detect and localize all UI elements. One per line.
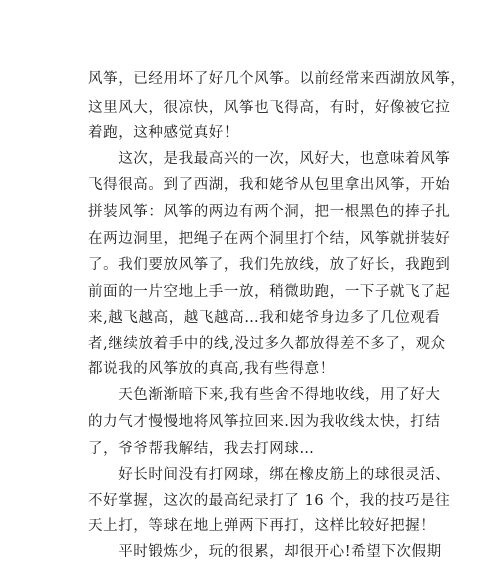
text-line-14: 的力气才慢慢地将风筝拉回来.因为我收线太快，打结 — [88, 414, 441, 430]
text-line-16: 好长时间没有打网球，绑在橡皮筋上的球很灵活、 — [88, 467, 451, 483]
text-line-10: 来,越飞越高，越飞越高…我和姥爷身边多了几位观看 — [88, 310, 441, 326]
text-line-2: 这里风大，很凉快，风筝也飞得高，有时，好像被它拉 — [88, 100, 451, 116]
text-line-19: 平时锻炼少，玩的很累，却很开心!希望下次假期 — [88, 544, 442, 560]
text-line-3: 着跑，这种感觉真好！ — [88, 125, 239, 141]
text-line-9: 前面的一片空地上手一放，稍微助跑，一下子就飞了起 — [88, 284, 451, 300]
text-line-13: 天色渐渐暗下来,我有些舍不得地收线，用了好大 — [88, 387, 441, 403]
text-line-6: 拼装风筝：风筝的两边有两个洞，把一根黑色的捧子扎 — [88, 204, 451, 220]
text-line-11: 者,继续放着手中的线,没过多久都放得差不多了，观众 — [88, 336, 446, 352]
text-line-12: 都说我的风筝放的真高,我有些得意！ — [88, 361, 335, 377]
text-line-5: 飞得很高。到了西湖，我和姥爷从包里拿出风筝，开始 — [88, 177, 451, 193]
text-line-1: 风筝，已经用坏了好几个风筝。以前经常来西湖放风筝， — [88, 71, 466, 87]
text-line-4: 这次，是我最高兴的一次，风好大，也意味着风筝 — [88, 151, 451, 167]
text-line-15: 了，爷爷帮我解结，我去打网球… — [88, 441, 315, 457]
text-line-7: 在两边洞里，把绳子在两个洞里打个结，风筝就拼装好 — [88, 231, 451, 247]
text-line-17: 不好掌握，这次的最高纪录打了 16 个，我的技巧是往 — [88, 493, 451, 509]
text-line-8: 了。我们要放风筝了，我们先放线，放了好长，我跑到 — [88, 257, 451, 273]
text-line-18: 天上打，等球在地上弹两下再打，这样比较好把握！ — [88, 518, 436, 534]
